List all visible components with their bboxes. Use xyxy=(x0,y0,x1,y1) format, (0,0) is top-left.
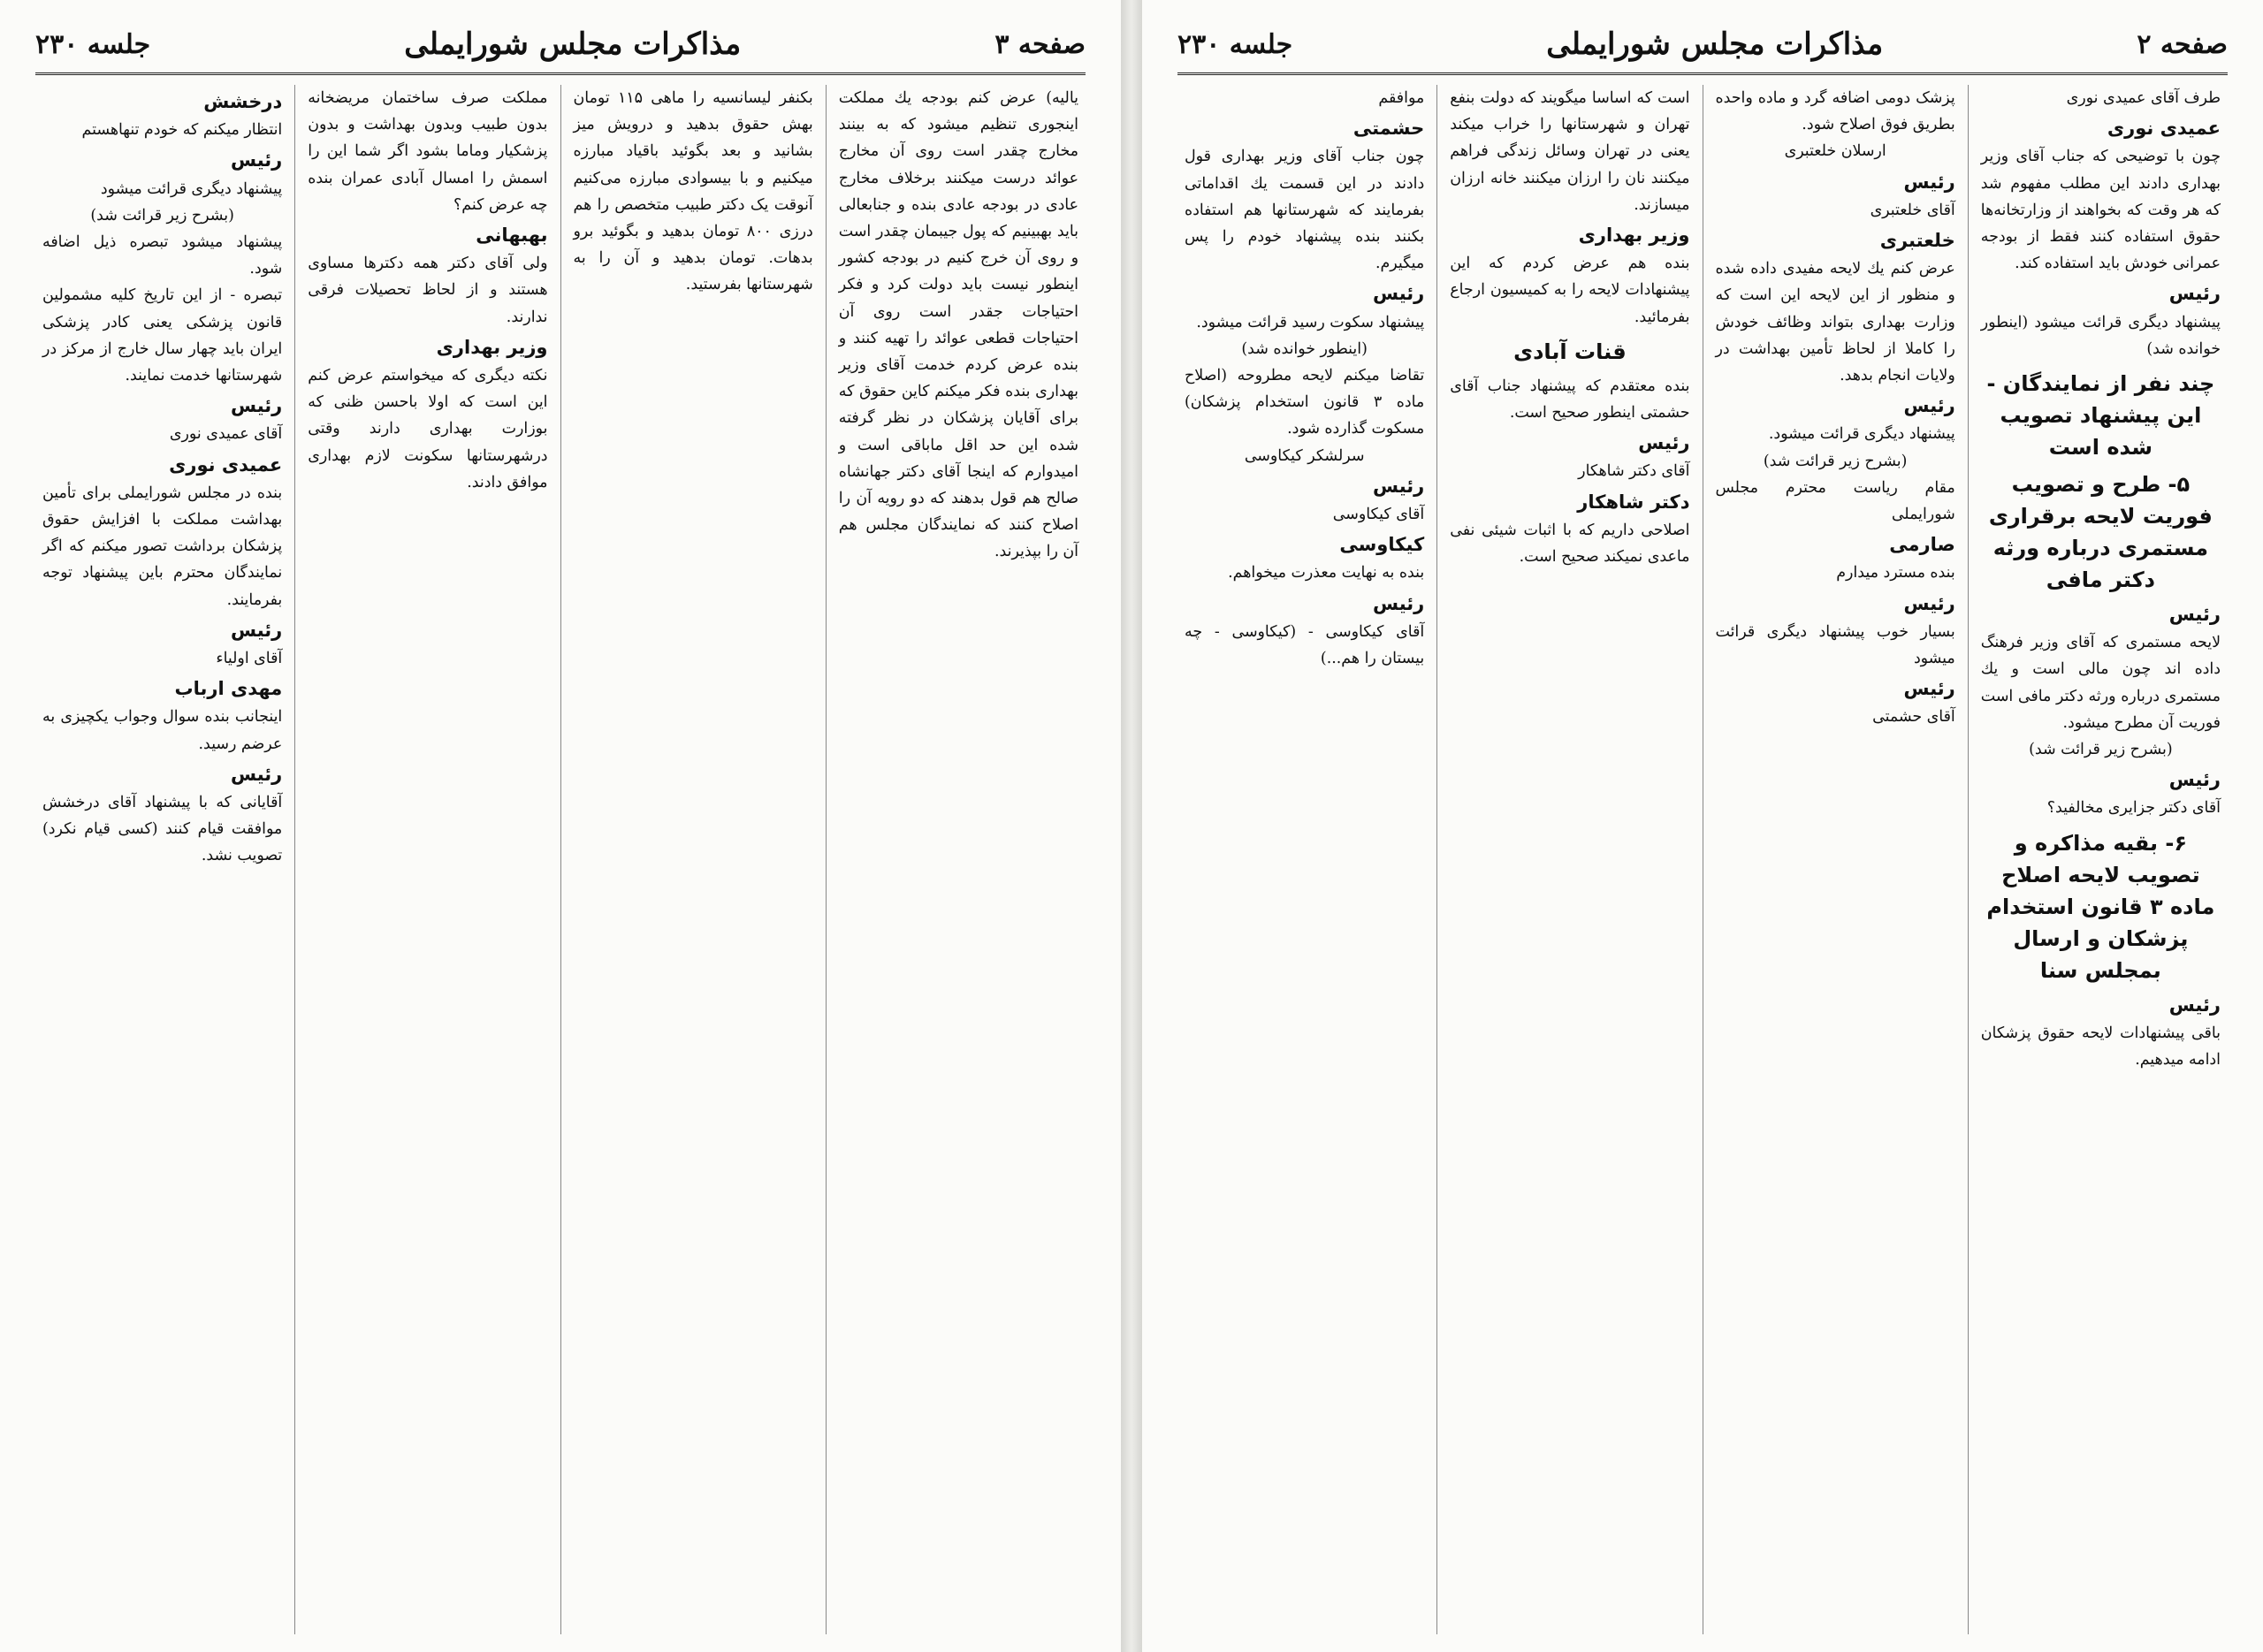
paragraph: مملکت صرف ساختمان مریضخانه بدون طبیب وبدون بهداشت و بدون پزشکیار وماما بشود اگر شما این را اسمش را امسال آبادی عمران بنده چه عرض کنم؟ xyxy=(308,89,548,214)
centered-note: (بشرح زیر قرائت شد) xyxy=(2029,741,2173,759)
paragraph: پیشنهاد دیگری قرائت میشود xyxy=(100,179,283,198)
right-page-col-right xyxy=(1968,85,2233,1634)
speaker-name: کیکاوسی xyxy=(1339,534,1425,556)
paragraph: طرف آقای عمیدی نوری xyxy=(2066,89,2221,107)
centered-note: سرلشکر کیکاوسی xyxy=(1244,446,1365,465)
paragraph: بکنفر لیسانسیه را ماهی ۱۱۵ تومان بهش حقوق بدهید و درویش میز بشانید و بعد بگوئید باقیاد مبارزه میکنیم و با بیسوادی مبارزه می‌کنیم آنوقت یک دکتر طبیب متخصص را هم درزی ۸۰۰ تومان بدهید و بگوئید برو بدهات. تومان بدهید و آن را به شهرستانها بفرستید. xyxy=(573,89,813,294)
paragraph: چون جناب آقای وزیر بهداری قول دادند در این قسمت یك اقداماتی بفرمایند که شهرستانها هم استفاده بکنند بنده پیشنهاد خودم را پس میگیرم. xyxy=(1185,148,1425,273)
paragraph: آقای کیکاوسی xyxy=(1332,506,1425,524)
speaker-name: درخشش xyxy=(203,91,283,112)
paragraph: پیشنهاد میشود تبصره ذیل اضافه شود. xyxy=(42,233,283,278)
centered-note: (اینطور خوانده شد) xyxy=(1241,339,1368,358)
paragraph: انتظار میکنم که خودم تنهاهستم xyxy=(81,121,283,140)
left-page-header xyxy=(35,21,1086,75)
paragraph: بنده در مجلس شورایملی برای تأمین بهداشت مملکت با افزایش حقوق پزشکان برداشت تصور میکنم که اگر نمایندگان محترم باین پیشنهاد توجه بفرمایند. xyxy=(42,483,283,609)
paragraph: اینجانب بنده سوال وجواب یکچیزی به عرضم رسید. xyxy=(42,708,283,753)
paragraph: موافقم xyxy=(1378,89,1425,107)
left-page-columns xyxy=(30,85,1091,1634)
speaker-name: رئیس xyxy=(2168,604,2221,626)
paragraph: بنده مسترد میدارم xyxy=(1836,564,1955,582)
paragraph: یالیه) عرض کنم بودجه یك مملکت اینجوری تنظیم میشود که به بینند مخارج چقدر است روی آن مخارج عوائد درست میکنند برخلاف مخارج عادی در بودجه عادی بنده و جنابعالی باید بهبینیم که پول جیبمان چقدر است و روی آن خرج کنیم در بودجه کشور اینطور نیست باید دولت کرد و فکر احتیاجات جقدر است روی آن احتیاجات قطعی عوائد را تهیه کنند و بنده عرض کردم خدمت آقای وزیر بهداری بنده فکر میکنم کاین حقوق که برای آقایان پزشکان در نظر گرفته شده این حد اقل ماباقی است و امیدوارم که اینجا آقای دکتر جهانشاه صالح هم قول بدهند که دو رویه آن را اصلاح کنند که نمایندگان مجلس هم آن را بپذیرند. xyxy=(838,89,1078,561)
paragraph: اصلاحی داریم که با اثبات شیئی نفی ماعدی نمیکند صحیح است. xyxy=(1450,521,1690,567)
speaker-name: مهدی ارباب xyxy=(174,678,283,700)
paragraph: آقایانی که با پیشنهاد آقای درخشش موافقت قیام کنند (کسی قیام نکرد) تصویب نشد. xyxy=(42,794,283,865)
paragraph: پیشنهاد دیگری قرائت میشود. xyxy=(1768,425,1955,444)
right-page-col-right-center xyxy=(1703,85,1968,1634)
section-heading: ۶- بقیه مذاکره و تصویب لایحه اصلاح ماده ۳ قانون استخدام پزشکان و ارسال بمجلس سنا xyxy=(1986,830,2215,983)
centered-note: (بشرح زیر قرائت شد) xyxy=(1763,452,1908,470)
paragraph: آقای دکتر شاهکار xyxy=(1578,462,1690,481)
speaker-name: رئیس xyxy=(2168,283,2221,305)
left-page-session: جلسه ۲۳۰ xyxy=(35,28,151,60)
paragraph: آقای اولیاء xyxy=(216,650,283,668)
speaker-name: حشمتی xyxy=(1352,118,1425,140)
book-gutter xyxy=(1121,0,1142,1652)
paragraph: آقای خلعتبری xyxy=(1870,201,1955,219)
centered-note: ارسلان خلعتبری xyxy=(1784,142,1886,161)
right-page-columns xyxy=(1172,85,2233,1634)
speaker-name: رئیس xyxy=(1638,432,1690,454)
paragraph: باقی پیشنهادات لایحه حقوق پزشکان ادامه میدهیم. xyxy=(1980,1024,2221,1070)
paragraph: پیشنهاد سکوت رسید قرائت میشود. xyxy=(1196,313,1425,331)
paragraph: ولی آقای دکتر همه دکترها مساوی هستند و از لحاظ تحصیلات فرقی ندارند. xyxy=(308,255,548,326)
paragraph: پزشک دومی اضافه گرد و ماده واحده بطریق فوق اصلاح شود. xyxy=(1715,89,1955,134)
speaker-name: رئیس xyxy=(231,619,283,641)
left-page-col-left xyxy=(30,85,294,1634)
paragraph: پیشنهاد دیگری قرائت میشود (اینطور خوانده شد) xyxy=(1980,313,2221,358)
left-page-title: مذاکرات مجلس شورایملی xyxy=(404,27,742,62)
right-page-session: جلسه ۲۳۰ xyxy=(1177,28,1293,60)
right-page-title: مذاکرات مجلس شورایملی xyxy=(1546,27,1884,62)
speaker-name: رئیس xyxy=(2168,993,2221,1016)
paragraph: تبصره - از این تاریخ کلیه مشمولین قانون پزشکی یعنی کادر پزشکی ایران باید چهار سال خارج از مرکز در شهرستانها خدمت نمایند. xyxy=(42,286,283,385)
right-page-col-left xyxy=(1172,85,1436,1634)
paragraph: چون با توضیحی که جناب آقای وزیر بهداری دادند این مطلب مفهوم شد که هر وقت که بخواهند از وزارتخانه‌ها حقوق استفاده کنند فقط از بودجه عمرانی خودش باید استفاده کند. xyxy=(1980,148,2221,273)
left-page-col-left-center xyxy=(294,85,560,1634)
paragraph: بسیار خوب پیشنهاد دیگری قرائت میشود xyxy=(1715,622,1955,668)
speaker-name: رئیس xyxy=(1903,171,1955,193)
paragraph: آقای حشمتی xyxy=(1872,708,1955,727)
right-page-header xyxy=(1177,21,2228,75)
section-heading: ۵- طرح و تصویب فوریت لایحه برقراری مستمری درباره ورثه دکتر مافی xyxy=(1988,472,2213,593)
section-heading: قنات آبادی xyxy=(1513,339,1627,364)
section-heading: چند نفر از نمایندگان - این پیشنهاد تصویب شده است xyxy=(1986,371,2215,461)
speaker-name: عمیدی نوری xyxy=(169,453,283,476)
paragraph: آقای دکتر جزایری مخالفید؟ xyxy=(2046,799,2221,818)
left-page-col-right xyxy=(826,85,1091,1634)
left-page-number: صفحه ۳ xyxy=(994,28,1086,60)
centered-note: (بشرح زیر قرائت شد) xyxy=(90,206,234,225)
paragraph: مقام ریاست محترم مجلس شورایملی xyxy=(1715,478,1955,524)
paragraph: آقای عمیدی نوری xyxy=(169,425,283,444)
paragraph: بنده به نهایت معذرت میخواهم. xyxy=(1228,564,1425,582)
paragraph: نکته دیگری که میخواستم عرض کنم این است که اولا باحسن ظنی که بوزارت بهداری دارند وقتی درشهرستانها سکونت لازم بهداری موافق دادند. xyxy=(308,367,548,491)
speaker-name: رئیس xyxy=(231,763,283,785)
speaker-name: دکتر شاهکار xyxy=(1577,491,1690,513)
speaker-name: صارمی xyxy=(1889,534,1955,556)
speaker-name: وزیر بهداری xyxy=(1578,225,1690,247)
speaker-name: خلعتبری xyxy=(1879,230,1955,252)
right-page-number: صفحه ۲ xyxy=(2137,28,2228,60)
speaker-name: رئیس xyxy=(1373,475,1425,497)
speaker-name: رئیس xyxy=(1903,592,1955,614)
speaker-name: رئیس xyxy=(1373,592,1425,614)
right-page xyxy=(1142,0,2263,1652)
paragraph: لایحه مستمری که آقای وزیر فرهنگ داده اند چون مالی است و یك مستمری درباره ورثه دکتر مافی است فوریت آن مطرح میشود. xyxy=(1980,634,2221,732)
paragraph: آقای کیکاوسی - (کیکاوسی - چه بیستان را هم...) xyxy=(1185,622,1425,668)
right-page-col-left-center xyxy=(1436,85,1702,1634)
left-page xyxy=(0,0,1121,1652)
speaker-name: عمیدی نوری xyxy=(2107,118,2221,140)
speaker-name: رئیس xyxy=(231,395,283,417)
paragraph: تقاضا میکنم لایحه مطروحه (اصلاح ماده ۳ قانون استخدام پزشکان) مسکوت گذارده شود. xyxy=(1185,367,1425,438)
paragraph: بنده معتقدم که پیشنهاد جناب آقای حشمتی اینطور صحیح است. xyxy=(1450,377,1690,423)
speaker-name: رئیس xyxy=(2168,769,2221,791)
speaker-name: رئیس xyxy=(1903,395,1955,417)
speaker-name: بهبهانی xyxy=(476,225,548,247)
paragraph: بنده هم عرض کردم که این پیشنهادات لایحه را به کمیسیون ارجاع بفرمائید. xyxy=(1450,255,1690,326)
left-page-col-right-center xyxy=(560,85,826,1634)
paragraph: عرض کنم یك لایحه مفیدی داده شده و منظور از این لایحه این است که وزارت بهداری بتواند وظائف خودش را کاملا از لحاظ تأمین بهداشت در ولایات انجام بدهد. xyxy=(1715,260,1955,385)
speaker-name: رئیس xyxy=(1903,678,1955,700)
speaker-name: رئیس xyxy=(1373,283,1425,305)
paragraph: است که اساسا میگویند که دولت بنفع تهران و شهرستانها را خراب میکند یعنی در تهران وسائل زندگی فراهم میکنند نان را ارزان میکنند خانه ارزان میسازند. xyxy=(1450,89,1690,214)
speaker-name: رئیس xyxy=(231,149,283,171)
speaker-name: وزیر بهداری xyxy=(436,336,548,358)
